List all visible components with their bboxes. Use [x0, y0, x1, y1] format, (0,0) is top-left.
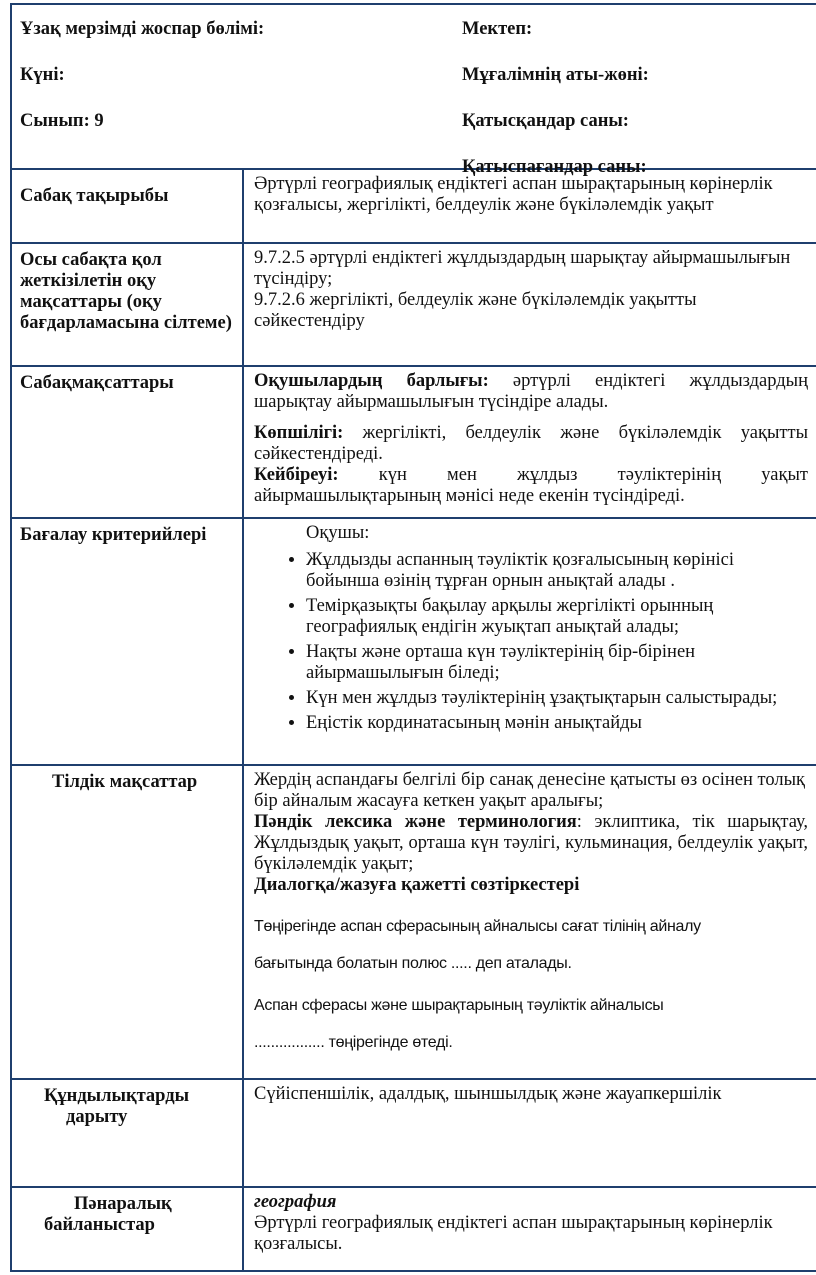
- header-right: [462, 19, 812, 178]
- absent-count-field: Қатыспағандар саны:: [462, 157, 647, 177]
- header-row: [11, 4, 816, 169]
- header-left: [20, 19, 440, 157]
- topic-value: Әртүрлі географиялық ендіктегі аспан шырақтарының көрінерлік қозғалысы, жергілікті, белдеулік және бүкіләлемдік уақыт: [243, 169, 816, 243]
- interdisciplinary-text: Әртүрлі географиялық ендіктегі аспан шырақтарының көрінерлік қозғалысы.: [254, 1213, 773, 1254]
- lesson-plan-table: [10, 3, 816, 1272]
- language-value: [243, 765, 816, 1079]
- present-count-field: Қатысқандар саны:: [462, 111, 629, 131]
- language-label: Тілдік мақсаттар: [11, 765, 243, 1079]
- language-definition: Жердің аспандағы белгілі бір санақ денесіне қатысты өз осінен толық бір айналым жасауға кеткен уақыт аралығы;: [254, 770, 806, 811]
- long-term-plan-section: Ұзақ мерзімді жоспар бөлімі:: [20, 19, 265, 39]
- criterion-item: • Жұлдызды аспанның тәуліктік қозғалысының көрінісі бойынша өзінің тұрған орнын анықтай алады .: [306, 550, 808, 592]
- topic-row: [11, 169, 816, 243]
- values-value: Сүйіспеншілік, адалдық, шыншылдық және жауапкершілік: [243, 1079, 816, 1187]
- interdisciplinary-row: [11, 1187, 816, 1271]
- header-cell: [11, 4, 816, 177]
- assessment-intro: Оқушы:: [306, 523, 370, 543]
- lesson-plan-page: [10, 3, 816, 1272]
- interdisciplinary-value: [243, 1187, 816, 1271]
- lesson-goals-row: [11, 366, 816, 518]
- language-dialog-heading: Диалогқа/жазуға қажетті сөзтіркестері: [254, 875, 580, 895]
- lesson-goals-label: Сабақмақсаттары: [11, 366, 243, 518]
- language-row: [11, 765, 816, 1079]
- language-phrase: Төңірегінде аспан сферасының айналысы сағат тілінің айналу: [254, 918, 701, 935]
- values-label: Құндылықтарды дарыту: [11, 1079, 243, 1187]
- criterion-item: • Темірқазықты бақылау арқылы жергілікті орынның географиялық ендігін жуықтап анықтай алады;: [306, 596, 808, 638]
- interdisciplinary-subject: география: [254, 1192, 337, 1212]
- language-phrase: бағытында болатын полюс ..... деп аталады.: [254, 955, 572, 972]
- assessment-criteria-list: [254, 550, 808, 734]
- criterion-item: • Күн мен жұлдыз тәуліктерінің ұзақтықтарын салыстырады;: [306, 688, 808, 709]
- criterion-item: • Еңістік кординатасының мәнін анықтайды: [306, 713, 808, 734]
- objective-item: 9.7.2.5 әртүрлі ендіктегі жұлдыздардың шарықтау айырмашылығын түсіндіру;: [254, 248, 791, 289]
- topic-label: Сабақ тақырыбы: [11, 169, 243, 243]
- date-field: Күні:: [20, 65, 65, 85]
- school-field: Мектеп:: [462, 19, 533, 39]
- language-phrase: Аспан сферасы және шырақтарының тәуліктік айналысы: [254, 997, 664, 1014]
- assessment-row: [11, 518, 816, 765]
- objectives-value: [243, 243, 816, 366]
- teacher-name-field: Мұғалімнің аты-жөні:: [462, 65, 649, 85]
- assessment-label: Бағалау критерийлері: [11, 518, 243, 765]
- goal-some: Кейбіреуі: күн мен жұлдыз тәуліктерінің уақыт айырмашылықтарының мәнісі неде екенін түсіндіреді.: [254, 465, 808, 506]
- values-row: [11, 1079, 816, 1187]
- objectives-row: [11, 243, 816, 366]
- language-phrase: ................. төңірегінде өтеді.: [254, 1034, 453, 1051]
- language-lexicon: Пәндік лексика және терминология: эклиптика, тік шарықтау, Жұлдыздық уақыт, орташа күн тәулігі, кульминация, белдеулік уақыт, бүкіләлемдік уақыт;: [254, 812, 808, 874]
- interdisciplinary-label: Пәнаралық байланыстар: [11, 1187, 243, 1271]
- lesson-goals-value: [243, 366, 816, 518]
- objective-item: 9.7.2.6 жергілікті, белдеулік және бүкіләлемдік уақытты сәйкестендіру: [254, 290, 697, 331]
- class-field: Сынып: 9: [20, 111, 104, 131]
- goal-all: Оқушылардың барлығы: әртүрлі ендіктегі жұлдыздардың шарықтау айырмашылығын түсіндіре алады.: [254, 371, 808, 412]
- objectives-label: Осы сабақта қол жеткізілетін оқу мақсаттары (оқу бағдарламасына сілтеме): [11, 243, 243, 366]
- goal-most: Көпшілігі: жергілікті, белдеулік және бүкіләлемдік уақытты сәйкестендіреді.: [254, 423, 808, 464]
- criterion-item: • Нақты және орташа күн тәуліктерінің бір-бірінен айырмашылығын біледі;: [306, 642, 808, 684]
- assessment-value: [243, 518, 816, 765]
